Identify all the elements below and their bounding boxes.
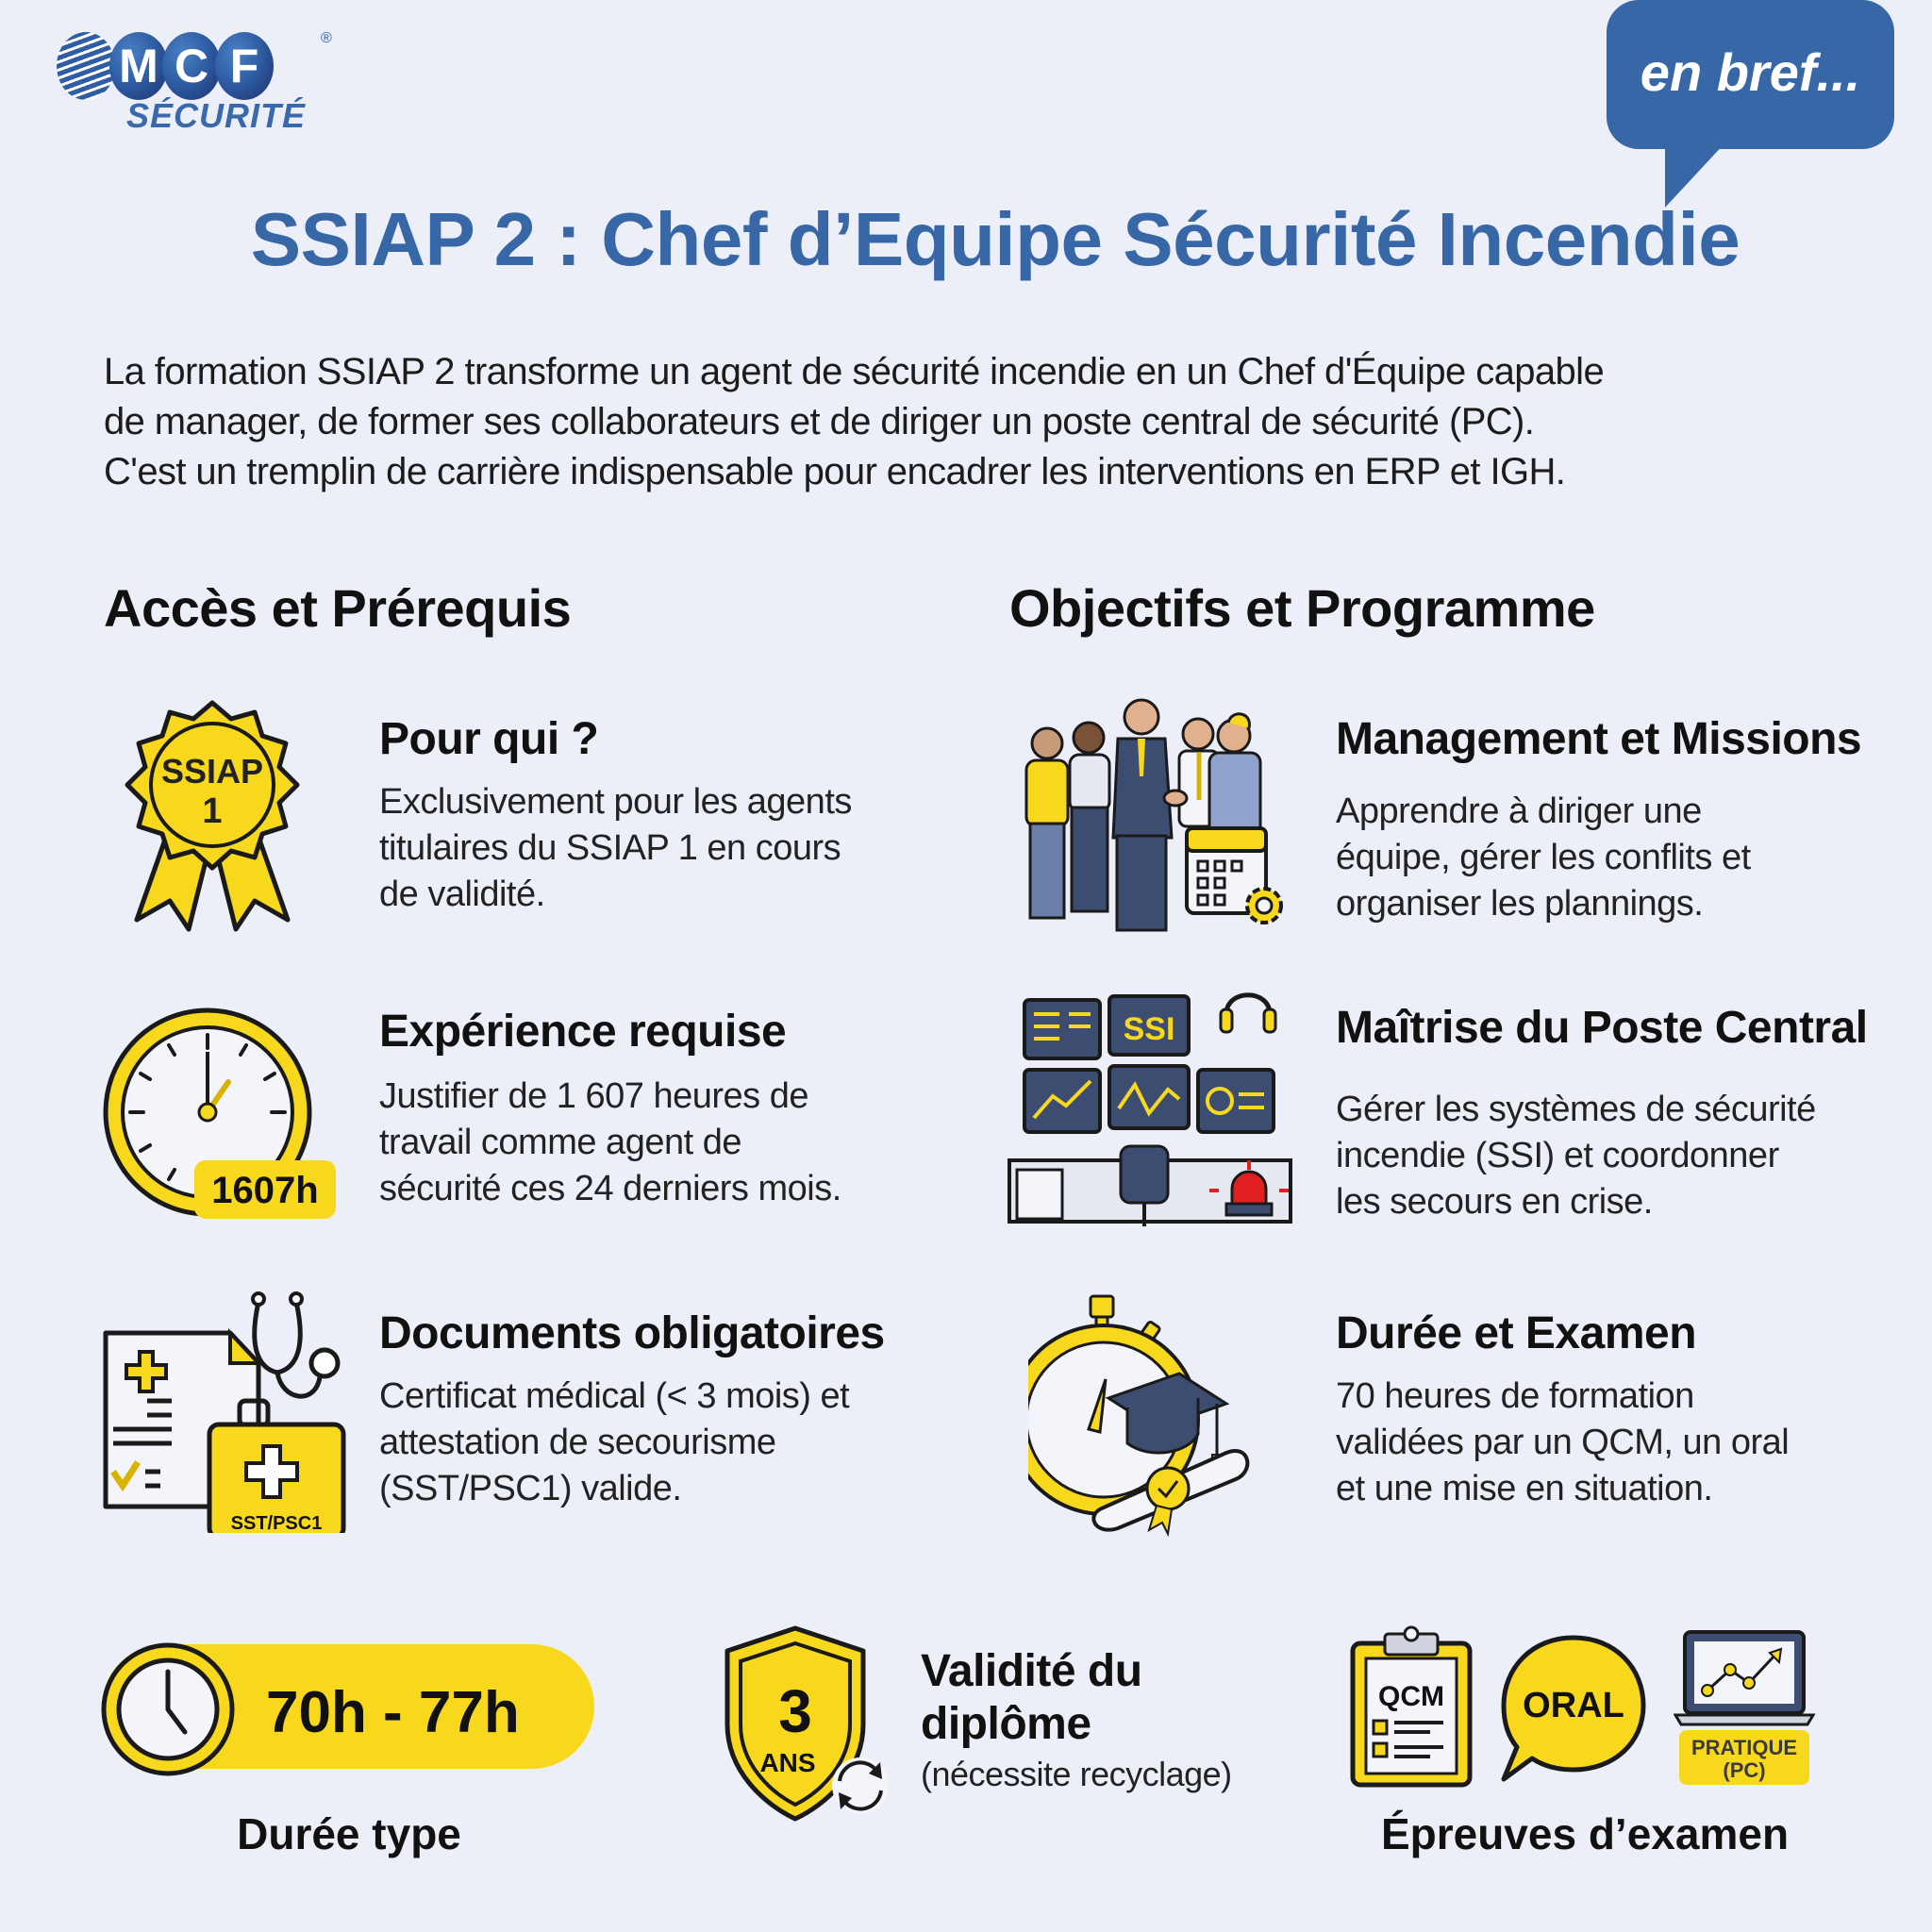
clock-icon: [100, 1641, 236, 1777]
control-room-icon: [1008, 991, 1300, 1236]
pratique-laptop-icon: [1674, 1626, 1815, 1787]
clock-1607h-icon: [98, 1005, 343, 1231]
intro-line: de manager, de former ses collaborateurs et de diriger un poste central de sécurité (PC).: [104, 401, 1535, 442]
desc-line: Justifier de 1 607 heures de: [379, 1076, 808, 1116]
desc-line: Exclusivement pour les agents: [379, 782, 852, 822]
medical-documents-icon: [98, 1288, 348, 1533]
item-title: Durée et Examen: [1336, 1308, 1697, 1358]
item-title: Maîtrise du Poste Central: [1336, 1003, 1868, 1053]
exams-caption: Épreuves d’examen: [1380, 1809, 1790, 1858]
desc-line: travail comme agent de: [379, 1123, 741, 1162]
svg-text:QCM: QCM: [1378, 1681, 1444, 1712]
svg-text:1607h: 1607h: [211, 1170, 319, 1211]
registered-mark: ®: [321, 30, 332, 46]
svg-text:SST/PSC1: SST/PSC1: [230, 1513, 323, 1533]
qcm-clipboard-icon: [1349, 1623, 1474, 1789]
en-bref-label: en bref...: [1640, 42, 1861, 102]
mcf-securite-logo: [57, 32, 340, 136]
item-description: [1336, 789, 1902, 927]
svg-text:SSI: SSI: [1123, 1011, 1175, 1047]
desc-line: sécurité ces 24 derniers mois.: [379, 1169, 841, 1208]
item-description: [379, 1374, 926, 1512]
desc-line: (SST/PSC1) valide.: [379, 1469, 682, 1508]
section-title-objectifs: Objectifs et Programme: [1009, 578, 1595, 638]
team-management-icon: [1009, 696, 1302, 937]
desc-line: et une mise en situation.: [1336, 1469, 1713, 1508]
intro-line: La formation SSIAP 2 transforme un agent de sécurité incendie en un Chef d'Équipe capable: [104, 351, 1605, 392]
item-title: Management et Missions: [1336, 714, 1862, 764]
desc-line: équipe, gérer les conflits et: [1336, 838, 1751, 877]
validity-title-line1: Validité du: [921, 1646, 1142, 1696]
logo-letter: M: [109, 32, 168, 100]
desc-line: Gérer les systèmes de sécurité: [1336, 1090, 1816, 1129]
desc-line: les secours en crise.: [1336, 1182, 1653, 1222]
desc-line: Apprendre à diriger une: [1336, 791, 1702, 831]
desc-line: de validité.: [379, 874, 545, 914]
item-description: [379, 779, 908, 918]
desc-line: organiser les plannings.: [1336, 884, 1704, 924]
desc-line: validées par un QCM, un oral: [1336, 1423, 1790, 1462]
page-title: SSIAP 2 : Chef d’Equipe Sécurité Incendie: [250, 197, 1740, 281]
duration-value: 70h - 77h: [266, 1680, 520, 1745]
item-description: [1336, 1087, 1902, 1225]
desc-line: 70 heures de formation: [1336, 1376, 1694, 1416]
oral-speech-bubble-icon: [1498, 1632, 1649, 1785]
logo-letter: F: [215, 32, 274, 100]
svg-text:ORAL: ORAL: [1523, 1686, 1624, 1725]
item-title: Expérience requise: [379, 1007, 787, 1057]
ssiap-1-badge-icon: [113, 698, 311, 934]
item-description: [1336, 1374, 1902, 1512]
svg-text:1: 1: [202, 791, 223, 831]
logo-letter: C: [162, 32, 221, 100]
svg-text:PRATIQUE: PRATIQUE: [1690, 1736, 1798, 1759]
desc-line: Certificat médical (< 3 mois) et: [379, 1376, 850, 1416]
svg-text:(PC): (PC): [1723, 1758, 1766, 1782]
item-description: [379, 1074, 908, 1212]
intro-paragraph: [104, 347, 1915, 497]
section-title-acces: Accès et Prérequis: [104, 578, 572, 638]
intro-line: C'est un tremplin de carrière indispensable pour encadrer les interventions en ERP et IGH.: [104, 451, 1566, 492]
desc-line: incendie (SSI) et coordonner: [1336, 1136, 1779, 1175]
desc-line: titulaires du SSIAP 1 en cours: [379, 828, 841, 868]
validity-block: [921, 1645, 1232, 1797]
desc-line: attestation de secourisme: [379, 1423, 776, 1462]
stopwatch-graduation-icon: [1028, 1292, 1302, 1538]
svg-text:SSIAP: SSIAP: [160, 752, 264, 791]
item-title: Pour qui ?: [379, 714, 599, 764]
duration-caption: Durée type: [237, 1809, 461, 1858]
item-title: Documents obligatoires: [379, 1308, 885, 1358]
logo-subtitle: SÉCURITÉ: [126, 96, 307, 135]
shield-3-ans-icon: [712, 1621, 901, 1828]
validity-title-line2: diplôme: [921, 1699, 1091, 1749]
svg-text:ANS: ANS: [759, 1748, 816, 1777]
svg-text:3: 3: [778, 1677, 812, 1745]
logo-globe-icon: [57, 32, 115, 100]
validity-note: (nécessite recyclage): [921, 1755, 1232, 1793]
